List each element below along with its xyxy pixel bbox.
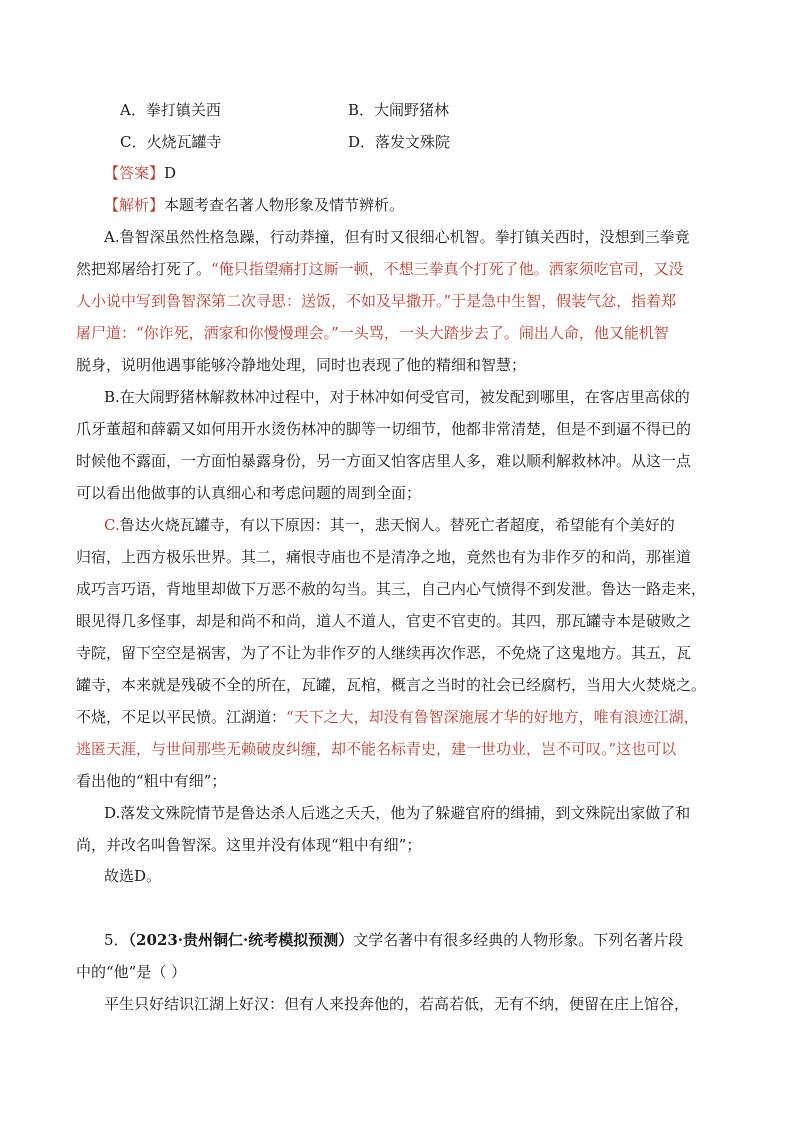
analysis-d-line: 尚，并改名叫鲁智深。这里并没有体现“粗中有细”； [76,836,422,854]
analysis-intro: 本题考查名著人物形象及情节辨析。 [164,196,405,214]
analysis-b-line: B.在大闹野猪林解救林冲过程中，对于林冲如何受官司，被发配到哪里，在客店里高俅的 [104,388,690,406]
analysis-label: 【解析】 [104,196,165,214]
answer-line [104,163,176,183]
option-c: C．火烧瓦罐寺 [120,133,222,151]
analysis-c-line: 成巧言巧语，背地里却做下万恶不赦的勾当。其三，自己内心气愤得不到发泄。鲁达一路走来， [76,580,707,598]
analysis-a-quote-line: 人小说中写到鲁智深第二次寻思：送饭，不如及早撒开。”于是急中生智，假装气忿，指着郑 [76,292,677,310]
analysis-b-line: 可以看出他做事的认真细心和考虑问题的周到全面； [76,484,422,502]
analysis-a-line: A.鲁智深虽然性格急躁，行动莽撞，但有时又很细心机智。拳打镇关西时，没想到三拳竟 [104,228,690,246]
answer-value: D [164,164,177,182]
conclusion: 故选D。 [104,867,162,885]
question-stem-cont: 中的“他”是（ ） [76,963,187,981]
question-passage: 平生只好结识江湖上好汉：但有人来投奔他的，若高若低，无有不纳，便留在庄上馆谷， [104,995,690,1013]
analysis-c-quote: “天下之大，却没有鲁智深施展才华的好地方，唯有浪迹江湖， [286,708,699,726]
question-stem: 文学名著中有很多经典的人物形象。下列名著片段 [353,931,684,949]
question-5-line [104,930,683,950]
analysis-c-quote-line: 逃匿天涯，与世间那些无赖破皮纠缠，却不能名标青史，建一世功业，岂不可叹。”这也可以 [76,740,677,758]
analysis-c-line [104,515,675,535]
question-number: 5． [104,931,129,949]
option-d: D．落发文殊院 [348,133,451,151]
analysis-c-prefix: C. [104,516,120,534]
option-b: B．大闹野猪林 [348,101,450,119]
analysis-b-line: 时候他不露面，一方面怕暴露身份，另一方面又怕客店里人多，难以顺利解救林冲。从这一点 [76,452,692,470]
question-source: （2023·贵州铜仁·统考模拟预测） [128,931,354,949]
answer-label: 【答案】 [104,164,165,182]
analysis-a-quote: “你诈死，洒家和你慢慢理会。”一头骂，一头大踏步去了。闹出人命，他又能机智 [136,324,669,342]
analysis-b-line: 爪牙董超和薛霸又如何用开水烫伤林冲的脚等一切细节，他都非常清楚，但是不到逼不得已的 [76,420,692,438]
analysis-c-line: 寺院，留下空空是祸害，为了不让为非作歹的人继续再次作恶，不免烧了这鬼地方。其五，瓦 [76,644,692,662]
analysis-a-line: 脱身，说明他遇事能够冷静地处理，同时也表现了他的精细和智慧； [76,356,527,374]
analysis-c-line: 眼见得几多怪事，却是和尚不和尚，道人不道人，官吏不官吏的。其四，那瓦罐寺本是破败之 [76,612,692,630]
analysis-intro-line [104,195,404,215]
analysis-a-text: 然把郑屠给打死了。 [76,260,212,278]
analysis-c-line: 归宿，上西方极乐世界。其二，痛恨寺庙也不是清净之地，竟然也有为非作歹的和尚，那崔道 [76,548,692,566]
analysis-a-line [76,323,669,343]
analysis-c-text: 不烧，不足以平民愤。江湖道： [76,708,287,726]
analysis-c-line: 罐寺，本来就是残破不全的所在，瓦罐，瓦棺，概言之当时的社会已经腐朽，当用大火焚烧之。 [76,676,707,694]
analysis-a-line [76,259,684,279]
analysis-a-quote: 屠尸道： [76,324,137,342]
analysis-c-text: 鲁达火烧瓦罐寺，有以下原因：其一，悲天悯人。替死亡者超度，希望能有个美好的 [119,516,675,534]
analysis-d-line: D.落发文殊院情节是鲁达杀人后逃之夭夭，他为了躲避官府的缉捕，到文殊院出家做了和 [104,804,691,822]
analysis-c-line [76,707,699,727]
option-a: A．拳打镇关西 [120,101,221,119]
analysis-c-line: 看出他的“粗中有细”； [76,772,227,790]
analysis-a-quote: “俺只指望痛打这厮一顿，不想三拳真个打死了他。洒家须吃官司，又没 [211,260,684,278]
